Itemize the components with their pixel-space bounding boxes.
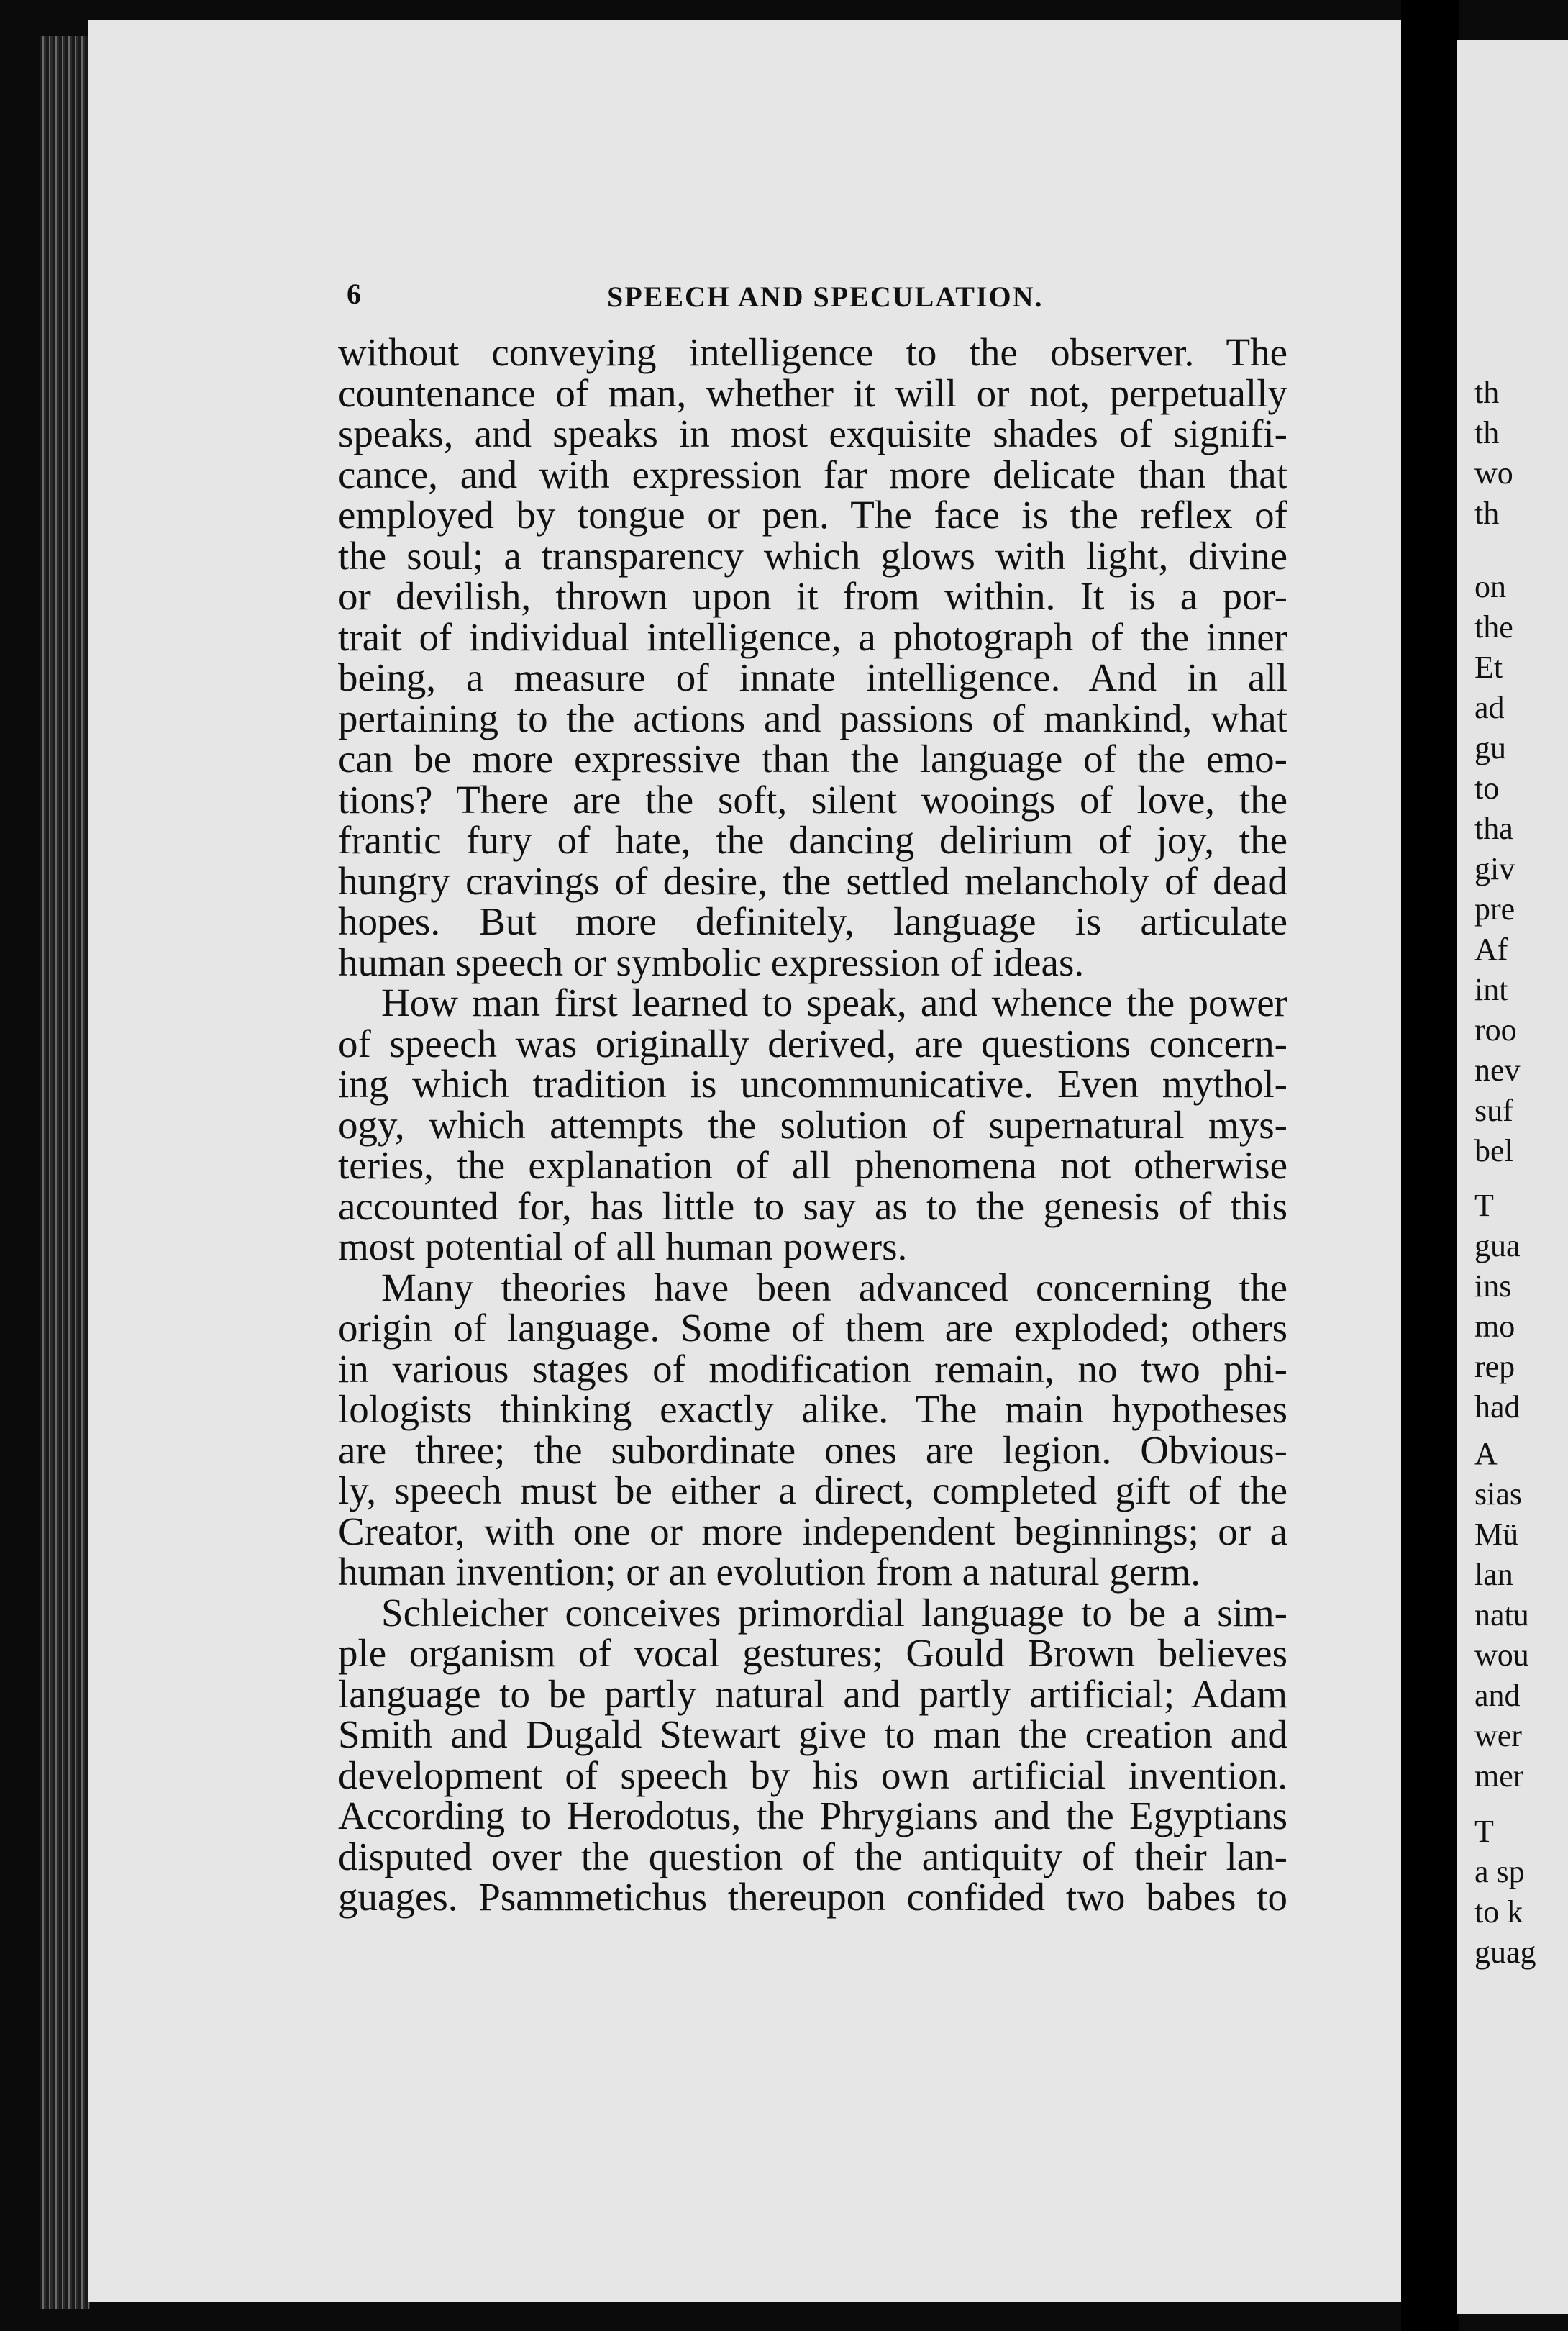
text-line: origin of language. Some of them are exploded; others	[338, 1306, 1287, 1350]
facing-page-fragment: gua	[1474, 1228, 1521, 1263]
text-line: ogy, which attempts the solution of supernatural mys-	[338, 1102, 1287, 1147]
facing-page-fragment: to	[1474, 771, 1500, 806]
facing-page-fragment: th	[1474, 496, 1500, 531]
text-line: teries, the explanation of all phenomena not otherwise	[338, 1143, 1287, 1187]
text-line: countenance of man, whether it will or not, perpetually	[338, 371, 1287, 415]
facing-page-fragment: A	[1474, 1436, 1498, 1471]
facing-page-fragment: guag	[1474, 1935, 1536, 1970]
facing-page-fragment: th	[1474, 375, 1500, 410]
text-line: ly, speech must be either a direct, completed gift of the	[338, 1468, 1287, 1512]
text-line: in various stages of modification remain, no two phi-	[338, 1346, 1287, 1391]
page-edges	[40, 36, 90, 2309]
text-line: most potential of all human powers.	[338, 1224, 908, 1268]
facing-page-fragment: roo	[1474, 1012, 1517, 1048]
facing-page-fragment: mo	[1474, 1309, 1515, 1344]
facing-page-fragment: T	[1474, 1188, 1494, 1223]
facing-page-fragment: sias	[1474, 1476, 1522, 1512]
text-line: disputed over the question of the antiquity of their lan-	[338, 1834, 1287, 1878]
facing-page-fragment: a sp	[1474, 1854, 1525, 1889]
facing-page-fragment: tha	[1474, 811, 1513, 846]
text-line: the soul; a transparency which glows with light, divine	[338, 533, 1287, 578]
text-line: guages. Psammetichus thereupon confided two babes to	[338, 1875, 1287, 1919]
facing-page-fragment: had	[1474, 1389, 1521, 1424]
facing-page-fragment: ins	[1474, 1268, 1512, 1304]
text-line: lologists thinking exactly alike. The main hypotheses	[338, 1387, 1287, 1431]
text-line: How man first learned to speak, and whence the power	[381, 981, 1287, 1024]
text-line: without conveying intelligence to the observer. The	[338, 330, 1287, 374]
body-text	[338, 332, 1287, 1918]
text-line: Creator, with one or more independent beginnings; or a	[338, 1509, 1287, 1553]
facing-page-fragment: nev	[1474, 1053, 1521, 1088]
facing-page-fragment: mer	[1474, 1758, 1524, 1794]
text-line: of speech was originally derived, are questions concern-	[338, 1021, 1287, 1065]
text-line: language to be partly natural and partly artificial; Adam	[338, 1671, 1287, 1716]
text-line: development of speech by his own artificial invention.	[338, 1753, 1287, 1797]
text-line: According to Herodotus, the Phrygians and the Egyptians	[338, 1794, 1287, 1837]
text-line: human speech or symbolic expression of ideas.	[338, 940, 1085, 984]
facing-page-fragment: wer	[1474, 1718, 1522, 1753]
facing-page-fragment: pre	[1474, 891, 1515, 927]
text-line: being, a measure of innate intelligence. And in all	[338, 655, 1287, 699]
facing-page-fragment: ad	[1474, 690, 1505, 725]
text-line: Smith and Dugald Stewart give to man the creation and	[338, 1712, 1287, 1756]
facing-page-fragment: giv	[1474, 851, 1515, 886]
text-line: Schleicher conceives primordial language to be a sim-	[381, 1590, 1287, 1635]
running-head-title: SPEECH AND SPECULATION.	[607, 281, 1044, 313]
text-line: ing which tradition is uncommunicative. Even mythol-	[338, 1062, 1287, 1106]
text-line: are three; the subordinate ones are legion. Obvious-	[338, 1427, 1287, 1472]
facing-page-fragment: to k	[1474, 1894, 1523, 1930]
text-line: trait of individual intelligence, a photograph of the inner	[338, 614, 1287, 659]
text-line: pertaining to the actions and passions of mankind, what	[338, 696, 1287, 740]
text-line: can be more expressive than the language of the emo-	[338, 737, 1287, 781]
facing-page-fragment: natu	[1474, 1597, 1529, 1632]
text-line: human invention; or an evolution from a natural germ.	[338, 1550, 1200, 1594]
running-head	[347, 277, 1303, 327]
text-line: Many theories have been advanced concerning the	[381, 1265, 1287, 1309]
facing-page-fragment: Mü	[1474, 1517, 1519, 1552]
text-line: frantic fury of hate, the dancing delirium of joy, the	[338, 818, 1287, 862]
text-line: hungry cravings of desire, the settled melancholy of dead	[338, 858, 1287, 903]
facing-page-fragment: wou	[1474, 1637, 1529, 1673]
text-line: tions? There are the soft, silent wooings of love, the	[338, 777, 1287, 822]
text-line: speaks, and speaks in most exquisite shades of signifi-	[338, 412, 1287, 455]
facing-page-fragment: Et	[1474, 650, 1503, 685]
facing-page-fragment: and	[1474, 1678, 1521, 1713]
facing-page-fragment: lan	[1474, 1557, 1513, 1592]
facing-page-fragment: the	[1474, 609, 1513, 645]
text-line: cance, and with expression far more delicate than that	[338, 452, 1287, 496]
facing-page-fragment: wo	[1474, 455, 1513, 491]
text-line: ple organism of vocal gestures; Gould Brown believes	[338, 1631, 1287, 1675]
text-line: hopes. But more definitely, language is articulate	[338, 899, 1287, 943]
text-line: or devilish, thrown upon it from within. It is a por-	[338, 574, 1287, 618]
facing-page-fragment: on	[1474, 569, 1506, 604]
facing-page-fragment: Af	[1474, 932, 1508, 967]
text-line: employed by tongue or pen. The face is the reflex of	[338, 493, 1287, 537]
gutter	[1401, 0, 1459, 2331]
facing-page-fragment: gu	[1474, 730, 1506, 765]
facing-page-fragment: bel	[1474, 1133, 1513, 1168]
facing-page-fragment: suf	[1474, 1093, 1513, 1128]
facing-page-fragment: T	[1474, 1814, 1494, 1849]
text-line: accounted for, has little to say as to the genesis of this	[338, 1183, 1287, 1228]
facing-page-fragment: int	[1474, 972, 1508, 1007]
page-number: 6	[347, 278, 361, 310]
facing-page-fragment: th	[1474, 415, 1500, 450]
facing-page-fragment: rep	[1474, 1349, 1515, 1384]
